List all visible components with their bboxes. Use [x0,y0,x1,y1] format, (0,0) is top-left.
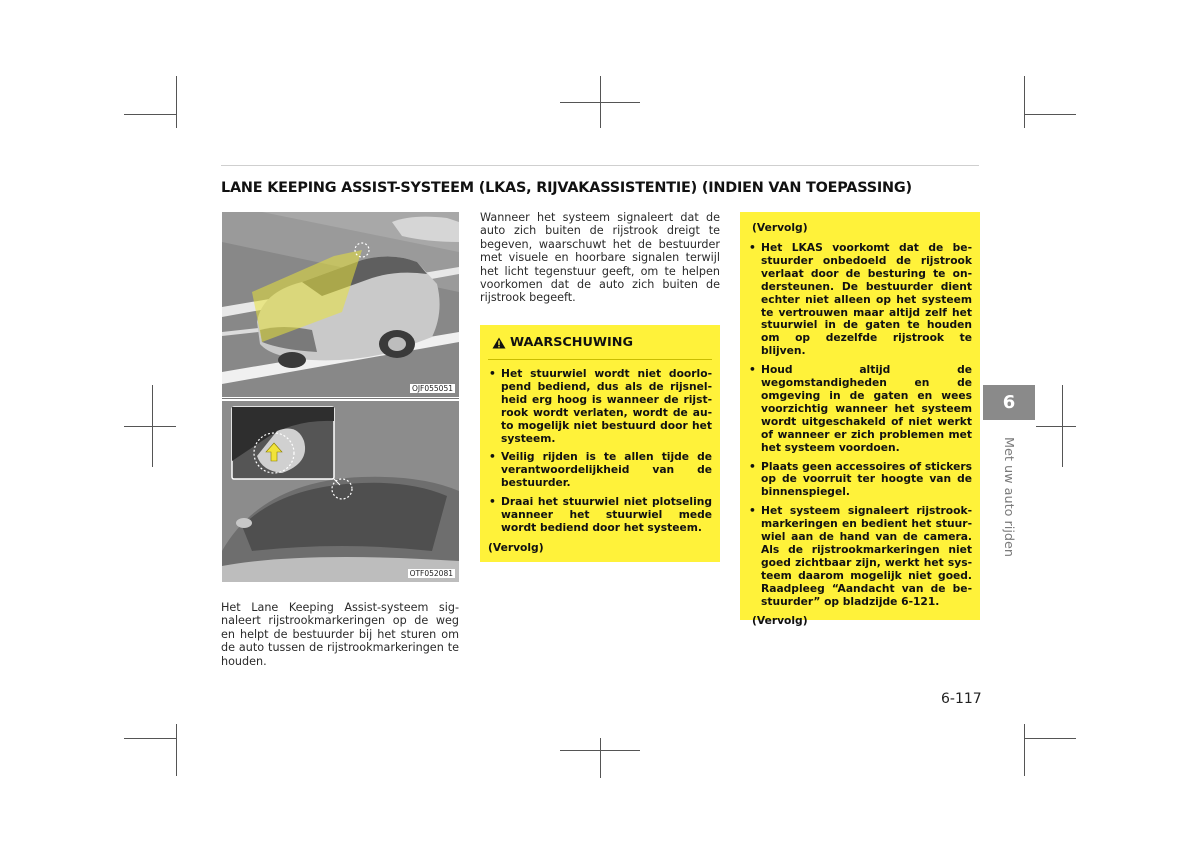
windshield-illustration [222,401,459,582]
chapter-tab: 6 [983,385,1035,420]
car-illustration [222,212,459,397]
crop-mark [600,738,601,778]
warning-continued-box [740,212,980,628]
crop-mark [560,102,640,103]
list-item: • Het systeem signaleert rijstrookmarkeringen en bedient het stuurwiel aan de hand van de camera. Als de rijstrookmarkeringen niet goed zichtbaar zijn, werkt het systeem daarom mogelijk niet goed. Raadpleeg “Aandacht van de bestuurder” op bladzijde 6-121. [749,504,972,608]
figure-code: OTF052081 [409,569,453,578]
warning-triangle-icon [492,337,506,349]
figure-lane-assist-car [222,212,459,397]
warning-heading-label: WAARSCHUWING [510,335,634,350]
crop-mark [124,738,176,739]
warning-divider [488,359,712,360]
figure-code: OJF055051 [411,384,453,393]
intro-paragraph: Het Lane Keeping Assist-systeem signaleert rijstrookmarkeringen op de weg en helpt de bestuurder bij het sturen om de auto tussen de rijstrookmarkeringen te houden. [221,601,459,668]
crop-mark [1036,426,1076,427]
chapter-label: Met uw auto rijden [1001,437,1016,557]
page-number: 6-117 [941,691,982,707]
crop-mark [124,114,176,115]
warning-continued-list [748,242,972,608]
continued-label: (Vervolg) [752,221,808,234]
list-item: • Plaats geen accessoires of stickers op de voorruit ter hoogte van de binnenspiegel. [749,459,972,499]
figure-separator [222,398,459,399]
list-item: • Het LKAS voorkomt dat de bestuurder onbedoeld de rijstrook verlaat door de besturing te ondersteunen. De bestuurder dient echter niet alleen op het systeem te vertrouwen maar altijd zelf het stuurwiel in de gaten te houden om op dezelfde rijstrook te blijven. [749,241,972,358]
crop-mark [176,724,177,776]
list-item: • Houd altijd de wegomstandigheden en de omgeving in de gaten en wees voorzichtig wanneer het systeem wordt uitgeschakeld of niet werkt of wanneer er zich problemen met het systeem voordoen. [749,363,972,454]
continued-label: (Vervolg) [488,540,544,554]
crop-mark [1024,76,1025,128]
list-item: • Veilig rijden is te allen tijde de verantwoordelijkheid van de bestuurder. [489,450,712,490]
list-item: • Het stuurwiel wordt niet doorlopend bediend, dus als de rijsnelheid erg hoog is wanneer de rijstrook wordt verlaten, wordt de auto mogelijk niet bestuurd door het systeem. [489,367,712,445]
crop-mark [1024,724,1025,776]
system-paragraph: Wanneer het systeem signaleert dat de auto zich buiten de rijstrook dreigt te begeven, waarschuwt het de bestuurder met visuele en hoorbare signalen terwijl het licht tegenstuur geeft, om te helpen voorkomen dat de auto zich buiten de rijstrook begeeft. [480,211,720,305]
crop-mark [176,76,177,128]
warning-list [488,368,712,535]
continued-label: (Vervolg) [752,614,808,628]
crop-mark [124,426,176,427]
crop-mark [1024,738,1076,739]
warning-box [480,325,720,562]
crop-mark [1024,114,1076,115]
crop-mark [560,750,640,751]
header-rule [221,165,979,166]
warning-heading [492,335,712,350]
list-item: • Draai het stuurwiel niet plotseling wanneer het stuurwiel mede wordt bediend door het systeem. [489,495,712,534]
figure-camera-windshield [222,401,459,582]
section-title: LANE KEEPING ASSIST-SYSTEEM (LKAS, RIJVAKASSISTENTIE) (INDIEN VAN TOEPASSING) [221,180,912,196]
